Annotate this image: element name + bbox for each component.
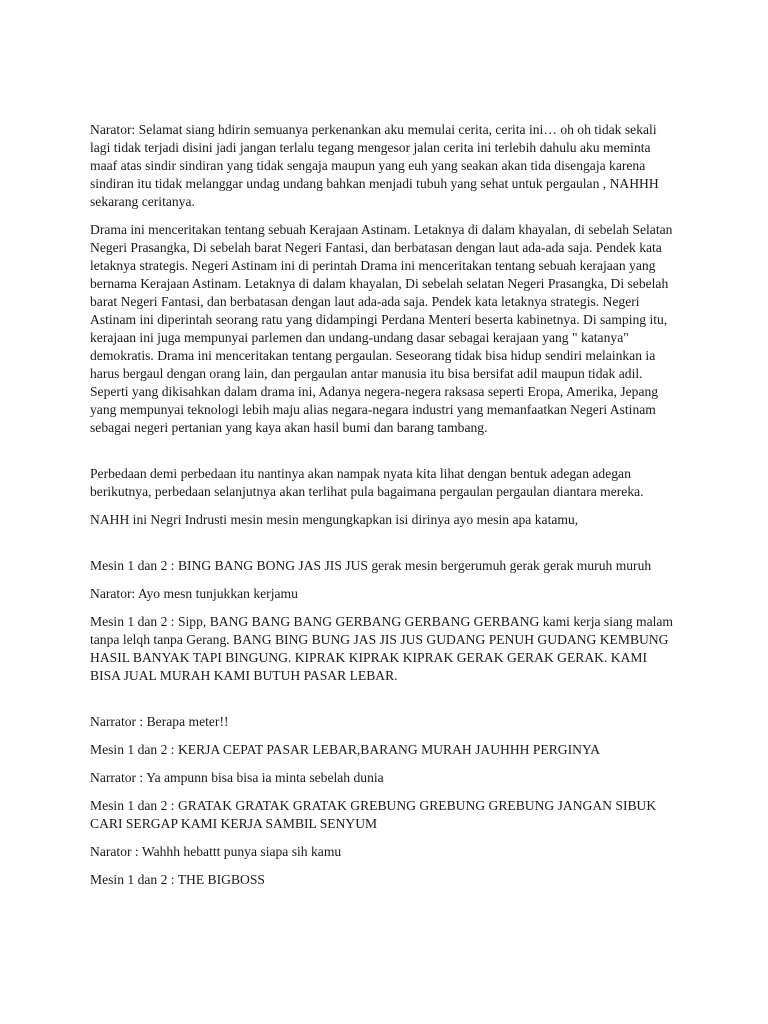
- blank-line: [90, 447, 678, 465]
- dialogue-line: Mesin 1 dan 2 : THE BIGBOSS: [90, 872, 265, 887]
- paragraph-narrator-opening: Narator: Selamat siang hdirin semuanya perkenankan aku memulai cerita, cerita ini… oh oh tidak sekali lagi tidak terjadi disini jadi jangan terlalu tegang mengesor jalan cerita ini terlebih dahulu aku meminta maaf atas sindir sindiran yang tidak sengaja maupun yang euh yang seakan akan tida disengaja karena sindiran itu tidak melanggar undag undang bahkan menjadi tubuh yang sehat untuk pergaulan , NAHHH sekarang ceritanya.: [90, 122, 659, 209]
- paragraph-drama-description: Drama ini menceritakan tentang sebuah Kerajaan Astinam. Letaknya di dalam khayalan, di sebelah Selatan Negeri Prasangka, Di sebelah barat Negeri Fantasi, dan berbatasan dengan laut ada-ada saja. Pendek kata letaknya strategis. Negeri Astinam ini di perintah Drama ini menceritakan tentang sebuah kerajaan yang bernama Kerajaan Astinam. Letaknya di dalam khayalan, Di sebelah selatan Negeri Prasangka, Di sebelah barat Negeri Fantasi, dan berbatasan dengan laut ada-ada saja. Pendek kata letaknya strategis. Negeri Astinam ini diperintah seorang ratu yang didampingi Perdana Menteri beserta kabinetnya. Di samping itu, kerajaan ini juga mempunyai parlemen dan undang-undang dasar sebagai kerajaan yang " katanya" demokratis. Drama ini menceritakan tentang pergaulan. Seseorang tidak bisa hidup sendiri melainkan ia harus bergaul dengan orang lain, dan pergaulan antar manusia itu bisa bersifat adil maupun tidak adil. Seperti yang dikisahkan dalam drama ini, Adanya negera-negera raksasa seperti Eropa, Amerika, Jepang yang mempunyai teknologi lebih maju alias negara-negara industri yang memanfaatkan Negeri Astinam sebagai negeri pertanian yang kaya akan hasil bumi dan barang tambang.: [90, 222, 673, 435]
- paragraph-negri-indrusti: NAHH ini Negri Indrusti mesin mesin mengungkapkan isi dirinya ayo mesin apa katamu,: [90, 512, 579, 527]
- blank-line: [90, 539, 678, 557]
- blank-line: [90, 695, 678, 713]
- dialogue-line: Mesin 1 dan 2 : KERJA CEPAT PASAR LEBAR,BARANG MURAH JAUHHH PERGINYA: [90, 742, 601, 757]
- paragraph-perbedaan: Perbedaan demi perbedaan itu nantinya akan nampak nyata kita lihat dengan bentuk adegan adegan berikutnya, perbedaan selanjutnya akan terlihat pula bagaimana pergaulan pergaulan diantara mereka.: [90, 466, 644, 499]
- dialogue-line: Narator : Wahhh hebattt punya siapa sih kamu: [90, 844, 342, 859]
- dialogue-line: Mesin 1 dan 2 : BING BANG BONG JAS JIS JUS gerak mesin bergerumuh gerak gerak muruh muruh: [90, 558, 652, 573]
- dialogue-line: Narrator : Ya ampunn bisa bisa ia minta sebelah dunia: [90, 770, 384, 785]
- dialogue-line: Narator: Ayo mesn tunjukkan kerjamu: [90, 586, 298, 601]
- dialogue-line: Mesin 1 dan 2 : Sipp, BANG BANG BANG GERBANG GERBANG GERBANG kami kerja siang malam tanpa lelqh tanpa Gerang. BANG BING BUNG JAS JIS JUS GUDANG PENUH GUDANG KEMBUNG HASIL BANYAK TAPI BINGUNG. KIPRAK KIPRAK KIPRAK GERAK GERAK GERAK. KAMI BISA JUAL MURAH KAMI BUTUH PASAR LEBAR.: [90, 614, 673, 683]
- document-page: [90, 121, 678, 899]
- dialogue-line: Narrator : Berapa meter!!: [90, 714, 229, 729]
- dialogue-line: Mesin 1 dan 2 : GRATAK GRATAK GRATAK GREBUNG GREBUNG GREBUNG JANGAN SIBUK CARI SERGAP KAMI KERJA SAMBIL SENYUM: [90, 798, 657, 831]
